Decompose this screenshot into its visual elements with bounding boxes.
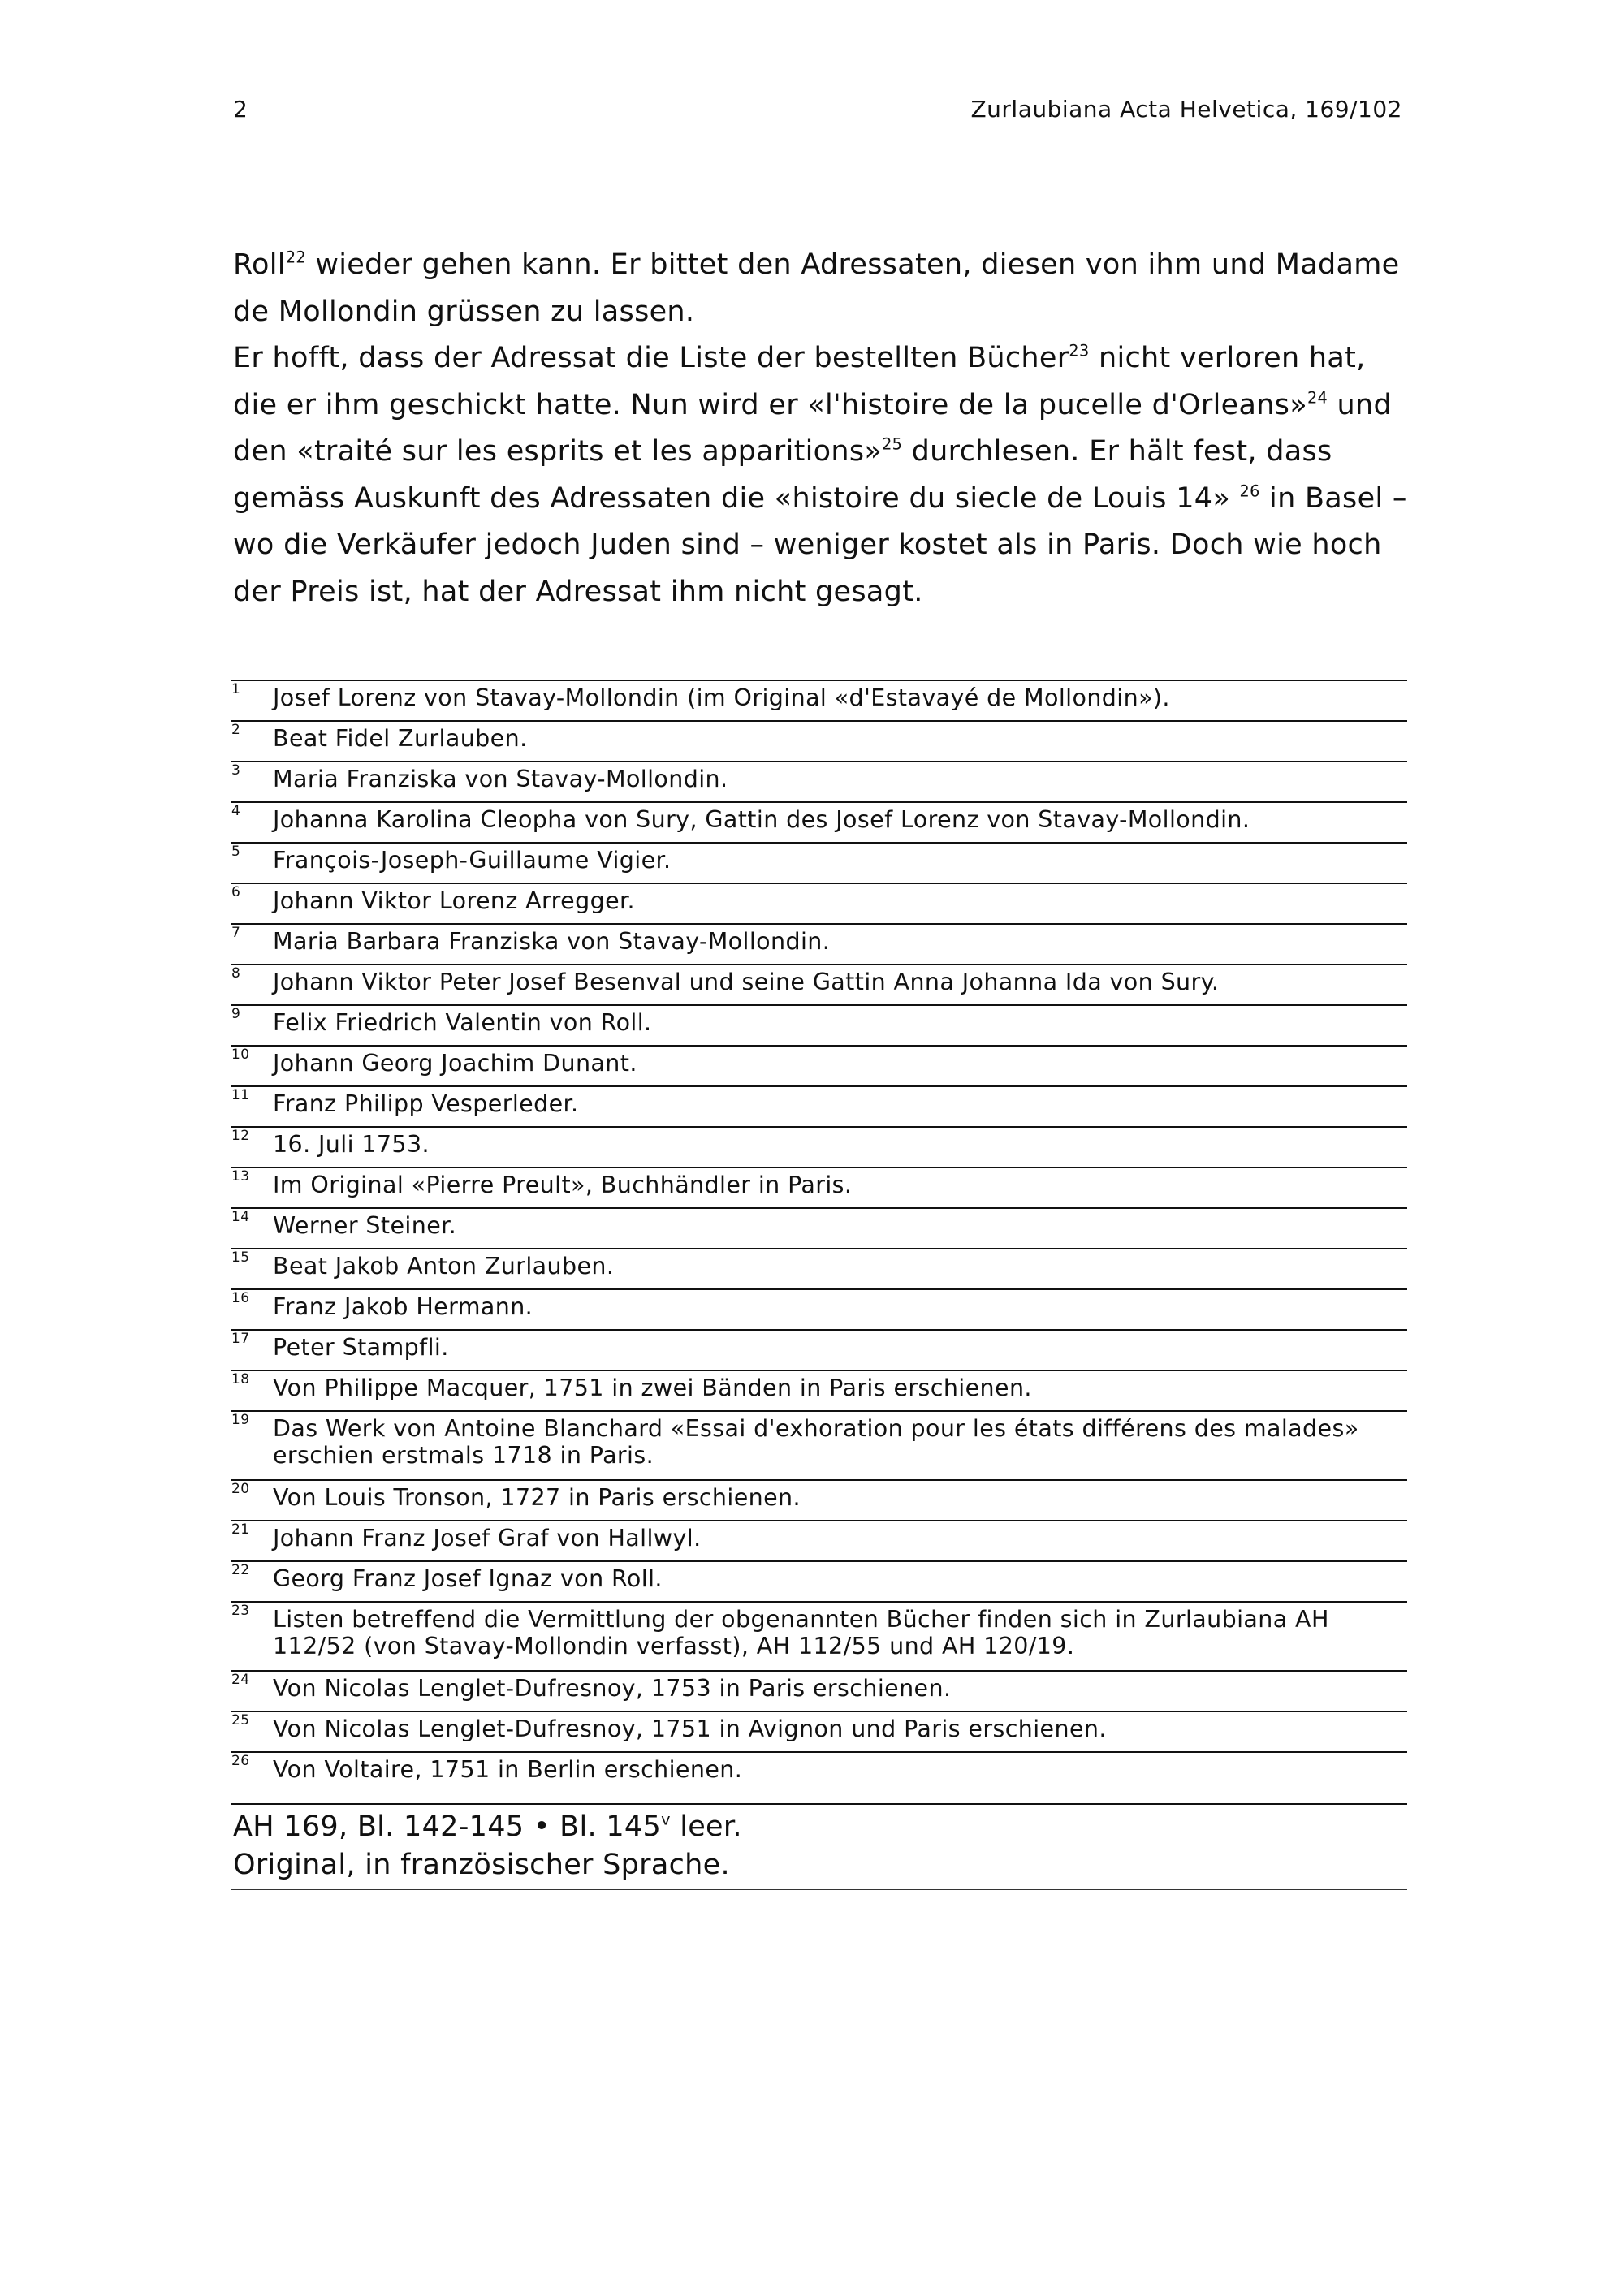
footnote (231, 1670, 1407, 1711)
footnote-number: 5 (231, 844, 241, 860)
footnote-text: Listen betreffend die Vermittlung der obgenannten Bücher finden sich in Zurlaubiana AH 112/52 (von Stavay-Mollondin verfasst), AH 112/55 und AH 120/19. (273, 1606, 1329, 1659)
running-title: Zurlaubiana Acta Helvetica, 169/102 (970, 96, 1402, 123)
footnote (231, 1520, 1407, 1560)
footnote (231, 1329, 1407, 1370)
footnote-number: 17 (231, 1331, 250, 1347)
footnote-number: 24 (231, 1672, 250, 1688)
footnote-text: Johann Viktor Lorenz Arregger. (273, 887, 635, 914)
footnote-number: 12 (231, 1128, 250, 1144)
footnote (231, 680, 1407, 720)
text-run: nicht verloren hat, die er ihm geschickt hatte. Nun wird er «l'histoire de la pucelle d'Orleans» (233, 342, 1366, 421)
footnote-text: Johanna Karolina Cleopha von Sury, Gattin des Josef Lorenz von Stavay-Mollondin. (273, 806, 1250, 833)
footnote-text: 16. Juli 1753. (273, 1131, 430, 1158)
footnote-number: 2 (231, 722, 241, 738)
footnote (231, 1004, 1407, 1045)
source-line (233, 1808, 1407, 1846)
footnote-number: 14 (231, 1209, 250, 1225)
footnote (231, 1167, 1407, 1207)
footnote-number: 10 (231, 1047, 250, 1063)
footnote (231, 1711, 1407, 1751)
footnote (231, 761, 1407, 801)
footnote (231, 1126, 1407, 1167)
footnote-text: Felix Friedrich Valentin von Roll. (273, 1009, 652, 1036)
footnote-number: 22 (231, 1562, 250, 1578)
footnote-number: 19 (231, 1412, 250, 1428)
footnote-text: Von Philippe Macquer, 1751 in zwei Bänden in Paris erschienen. (273, 1375, 1032, 1401)
text-run: Roll (233, 248, 286, 281)
page-header (233, 96, 1402, 128)
footnote-ref[interactable]: 23 (1069, 341, 1090, 360)
footnote-number: 4 (231, 803, 241, 819)
footnote-number: 25 (231, 1712, 250, 1728)
source-text: leer. (670, 1810, 742, 1843)
footnote (231, 1248, 1407, 1288)
text-run: durchlesen. Er hält fest, dass gemäss Auskunft des Adressaten die «histoire du siecle de Louis 14» (233, 435, 1332, 515)
footnote-text: Von Nicolas Lenglet-Dufresnoy, 1753 in Paris erschienen. (273, 1675, 952, 1702)
footnote (231, 1479, 1407, 1520)
footnote (231, 1560, 1407, 1601)
footnote-text: François-Joseph-Guillaume Vigier. (273, 847, 672, 874)
footnote-text: Georg Franz Josef Ignaz von Roll. (273, 1565, 663, 1592)
footnote (231, 1751, 1407, 1792)
footnote (231, 1601, 1407, 1670)
footnote-number: 15 (231, 1249, 250, 1266)
footnote-ref[interactable]: 26 (1239, 481, 1260, 501)
footnote-ref[interactable]: 24 (1307, 388, 1328, 408)
footnote-text: Johann Franz Josef Graf von Hallwyl. (273, 1525, 702, 1552)
footnote-number: 3 (231, 762, 241, 779)
paragraph (233, 335, 1410, 615)
footnote-number: 13 (231, 1168, 250, 1185)
footnote (231, 1370, 1407, 1410)
footnote (231, 964, 1407, 1004)
footnote-number: 8 (231, 965, 241, 982)
footnote (231, 923, 1407, 964)
footnote-text: Peter Stampfli. (273, 1334, 449, 1361)
footnote-text: Werner Steiner. (273, 1212, 457, 1239)
footnote (231, 1207, 1407, 1248)
footnote-text: Von Louis Tronson, 1727 in Paris erschienen. (273, 1484, 801, 1511)
source-line: Original, in französischer Sprache. (233, 1849, 730, 1881)
footnote-text: Im Original «Pierre Preult», Buchhändler in Paris. (273, 1172, 853, 1198)
footnote-text: Johann Viktor Peter Josef Besenval und seine Gattin Anna Johanna Ida von Sury. (273, 969, 1220, 995)
footnote (231, 1085, 1407, 1126)
footnote-number: 11 (231, 1087, 250, 1103)
footnote-text: Maria Franziska von Stavay-Mollondin. (273, 766, 728, 792)
text-run: wieder gehen kann. Er bittet den Adressaten, diesen von ihm und Madame de Mollondin grüssen zu lassen. (233, 248, 1400, 328)
footnote-ref[interactable]: 22 (285, 248, 306, 267)
footnote-number: 26 (231, 1753, 250, 1769)
footnote (231, 1288, 1407, 1329)
footnote-text: Beat Fidel Zurlauben. (273, 725, 528, 752)
footnote-number: 6 (231, 884, 241, 900)
source-text: AH 169, Bl. 142-145 • Bl. 145 (233, 1810, 662, 1843)
footnote-text: Johann Georg Joachim Dunant. (273, 1050, 637, 1077)
footnote-text: Von Nicolas Lenglet-Dufresnoy, 1751 in Avignon und Paris erschienen. (273, 1716, 1107, 1742)
source-note (231, 1803, 1407, 1890)
footnote (231, 801, 1407, 842)
text-run: in Basel – wo die Verkäufer jedoch Juden sind – weniger kostet als in Paris. Doch wie hoch der Preis ist, hat der Adressat ihm nicht gesagt. (233, 481, 1407, 608)
footnote-text: Josef Lorenz von Stavay-Mollondin (im Original «d'Estavayé de Mollondin»). (273, 684, 1170, 711)
body-text (233, 242, 1410, 615)
footnote-number: 21 (231, 1521, 250, 1538)
text-run: und den «traité sur les esprits et les apparitions» (233, 388, 1392, 468)
paragraph (233, 242, 1410, 335)
footnote-number: 18 (231, 1371, 250, 1388)
footnote (231, 842, 1407, 883)
footnote-text: Franz Jakob Hermann. (273, 1293, 533, 1320)
text-run: Er hofft, dass der Adressat die Liste der bestellten Bücher (233, 342, 1069, 374)
footnote (231, 883, 1407, 923)
footnote-number: 9 (231, 1006, 241, 1022)
footnote-text: Das Werk von Antoine Blanchard «Essai d'exhoration pour les états différens des malades» erschien erstmals 1718 in Paris. (273, 1415, 1359, 1469)
footnote (231, 720, 1407, 761)
footnote-number: 7 (231, 925, 241, 941)
footnote-number: 16 (231, 1290, 250, 1306)
footnote-text: Franz Philipp Vesperleder. (273, 1090, 579, 1117)
footnote-text: Beat Jakob Anton Zurlauben. (273, 1253, 615, 1280)
footnote (231, 1410, 1407, 1479)
footnote-text: Maria Barbara Franziska von Stavay-Mollondin. (273, 928, 831, 955)
page-number: 2 (233, 96, 248, 123)
footnote (231, 1045, 1407, 1085)
footnotes-list (231, 680, 1407, 1890)
footnote-text: Von Voltaire, 1751 in Berlin erschienen. (273, 1756, 743, 1783)
footnote-number: 23 (231, 1603, 250, 1619)
source-sup: v (661, 1810, 671, 1829)
footnote-number: 20 (231, 1481, 250, 1497)
footnote-ref[interactable]: 25 (882, 434, 903, 454)
footnote-number: 1 (231, 681, 241, 697)
